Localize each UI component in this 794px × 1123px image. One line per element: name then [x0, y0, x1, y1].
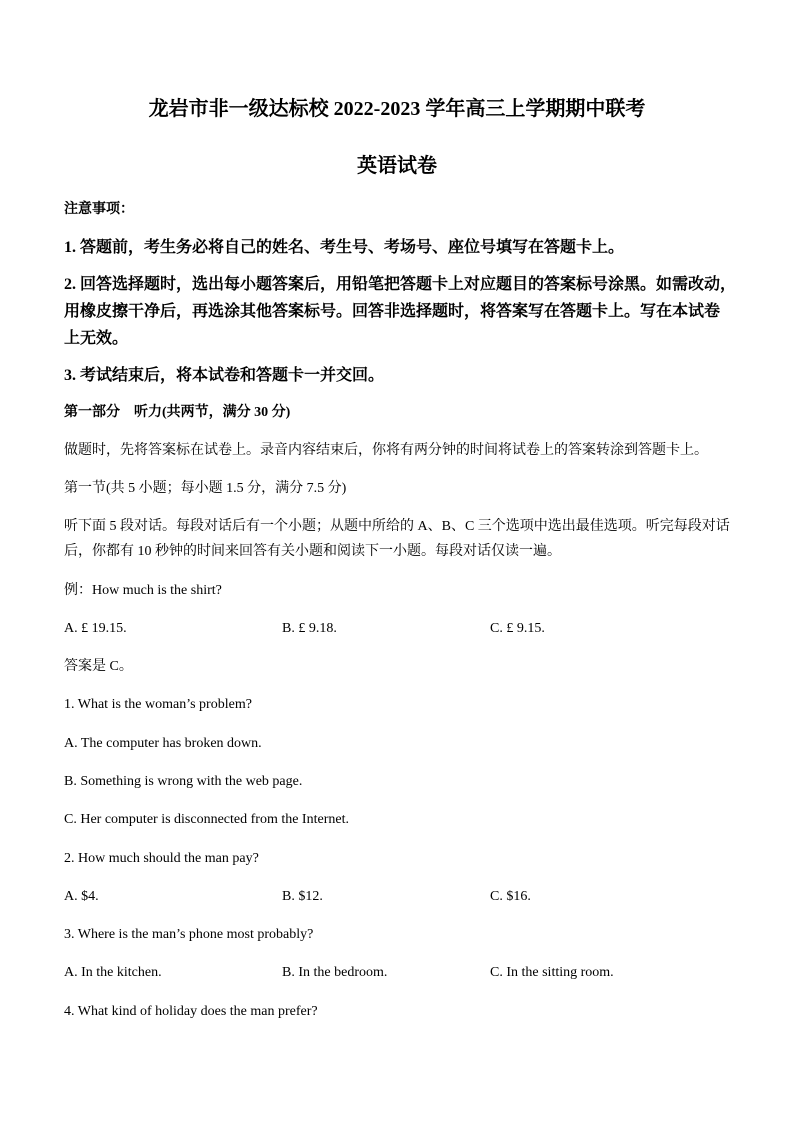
example-question: 例：How much is the shirt?	[64, 583, 222, 598]
notice-item-1: 1. 答题前，考生务必将自己的姓名、考生号、考场号、座位号填写在答题卡上。	[64, 239, 625, 256]
question-1: 1. What is the woman’s problem?	[64, 697, 252, 712]
notice-item-3: 3. 考试结束后，将本试卷和答题卡一并交回。	[64, 367, 385, 384]
question-2-option-b: B. $12.	[282, 889, 323, 904]
notice-item-2-line-2: 用橡皮擦干净后，再选涂其他答案标号。回答非选择题时，将答案写在答题卡上。写在本试卷	[64, 303, 721, 320]
question-3: 3. Where is the man’s phone most probably?	[64, 927, 314, 942]
question-1-option-b: B. Something is wrong with the web page.	[64, 774, 303, 789]
question-3-option-a: A. In the kitchen.	[64, 965, 162, 980]
question-2-option-a: A. $4.	[64, 889, 99, 904]
example-answer: 答案是 C。	[64, 659, 133, 674]
example-option-c: C. £ 9.15.	[490, 621, 545, 636]
part1-instruction: 做题时，先将答案标在试卷上。录音内容结束后，你将有两分钟的时间将试卷上的答案转涂到答题卡上。	[64, 443, 708, 458]
part1-heading: 第一部分 听力(共两节，满分 30 分)	[64, 405, 291, 420]
notice-heading: 注意事项：	[64, 202, 134, 217]
section1-instruction-line-1: 听下面 5 段对话。每段对话后有一个小题；从题中所给的 A、B、C 三个选项中选出最佳选项。听完每段对话	[64, 519, 730, 534]
question-3-option-b: B. In the bedroom.	[282, 965, 388, 980]
question-2-option-c: C. $16.	[490, 889, 531, 904]
question-2: 2. How much should the man pay?	[64, 851, 259, 866]
exam-subtitle: 英语试卷	[357, 155, 437, 177]
example-option-a: A. £ 19.15.	[64, 621, 127, 636]
question-3-option-c: C. In the sitting room.	[490, 965, 614, 980]
example-option-b: B. £ 9.18.	[282, 621, 337, 636]
section1-instruction-line-2: 后，你都有 10 秒钟的时间来回答有关小题和阅读下一小题。每段对话仅读一遍。	[64, 544, 561, 559]
exam-title: 龙岩市非一级达标校 2022-2023 学年高三上学期期中联考	[148, 98, 646, 120]
notice-item-2-line-1: 2. 回答选择题时，选出每小题答案后，用铅笔把答题卡上对应题目的答案标号涂黑。如需改动，	[64, 276, 737, 293]
question-1-option-c: C. Her computer is disconnected from the Internet.	[64, 812, 349, 827]
question-4: 4. What kind of holiday does the man prefer?	[64, 1004, 318, 1019]
section1-heading: 第一节(共 5 小题；每小题 1.5 分，满分 7.5 分)	[64, 481, 347, 496]
question-1-option-a: A. The computer has broken down.	[64, 736, 262, 751]
notice-item-2-line-3: 上无效。	[64, 330, 129, 347]
